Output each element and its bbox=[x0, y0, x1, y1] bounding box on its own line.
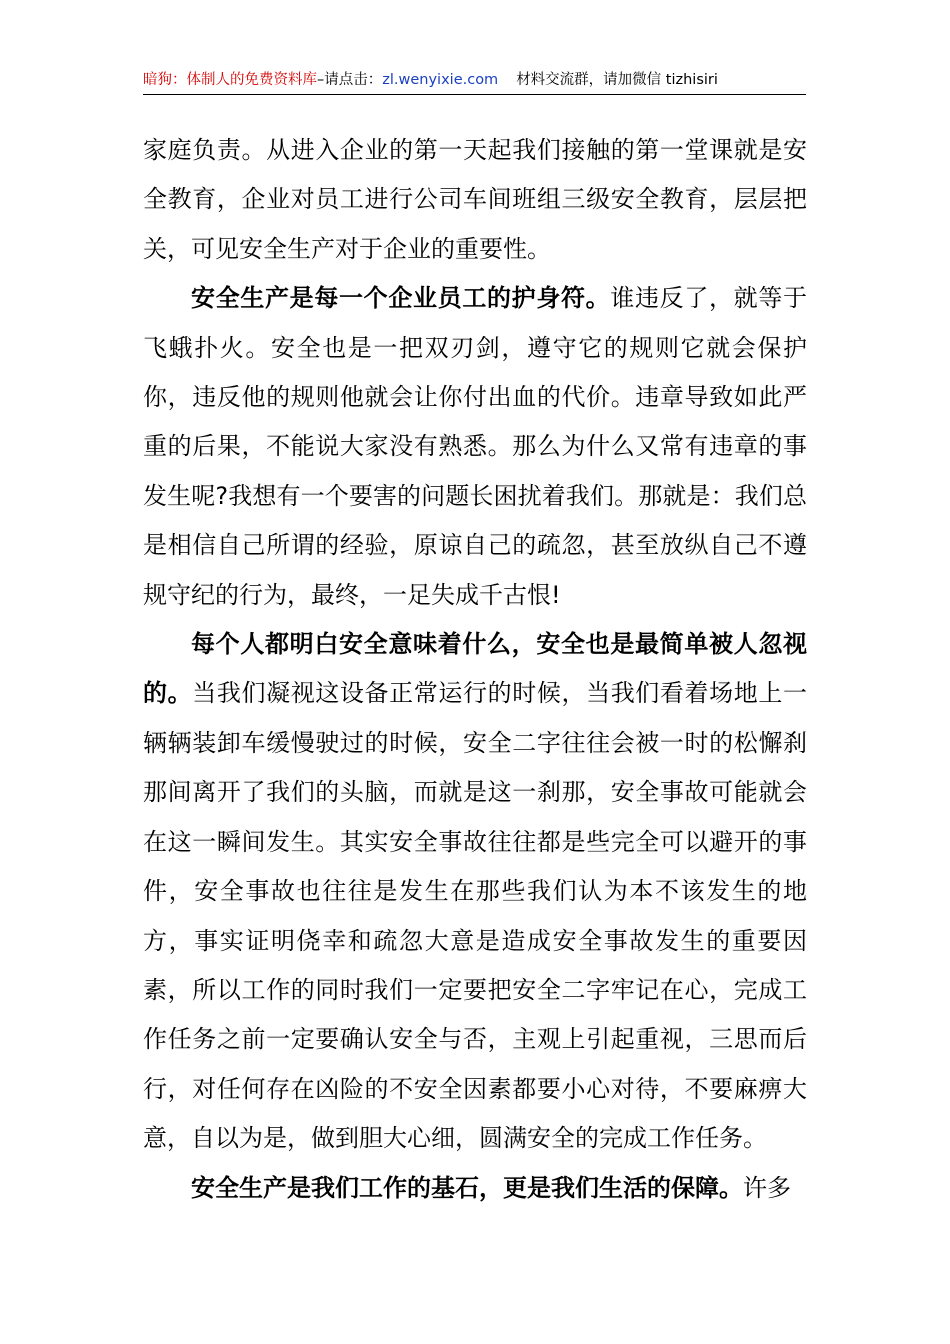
header-click-prompt: –请点击： bbox=[317, 72, 383, 88]
paragraph-3-text: 当我们凝视这设备正常运行的时候，当我们看着场地上一辆辆装卸车缓慢驶过的时候，安全二字往往会被一时的松懈刹那间离开了我们的头脑，而就是这一刹那，安全事故可能就会在这一瞬间发生。其实安全事故往往都是些完全可以避开的事件，安全事故也往往是发生在那些我们认为本不该发生的地方，事实证明侥幸和疏忽大意是造成安全事故发生的重要因素，所以工作的同时我们一定要把安全二字牢记在心，完成工作任务之前一定要确认安全与否，主观上引起重视，三思而后行，对任何存在凶险的不安全因素都要小心对待，不要麻痹大意，自以为是，做到胆大心细，圆满安全的完成工作任务。 bbox=[143, 679, 808, 1153]
paragraph-1: 家庭负责。从进入企业的第一天起我们接触的第一堂课就是安全教育，企业对员工进行公司车间班组三级安全教育，层层把关，可见安全生产对于企业的重要性。 bbox=[143, 136, 807, 263]
header-group-note: 材料交流群，请加微信 tizhisiri bbox=[516, 72, 718, 88]
page-header bbox=[143, 68, 806, 95]
paragraph-3 bbox=[143, 620, 807, 1163]
header-brand: 暗狗：体制人的免费资料库 bbox=[143, 72, 317, 88]
paragraph-2-lead: 安全生产是每一个企业员工的护身符。 bbox=[191, 284, 611, 313]
document-body bbox=[143, 126, 807, 1213]
header-url-link[interactable]: zl.wenyixie.com bbox=[382, 72, 499, 88]
paragraph-2 bbox=[143, 274, 807, 620]
paragraph-2-text: 谁违反了，就等于飞蛾扑火。安全也是一把双刃剑，遵守它的规则它就会保护你，违反他的规则他就会让你付出血的代价。违章导致如此严重的后果，不能说大家没有熟悉。那么为什么又常有违章的事发生呢?我想有一个要害的问题长困扰着我们。那就是：我们总是相信自己所谓的经验，原谅自己的疏忽，甚至放纵自己不遵规守纪的行为，最终，一足失成千古恨! bbox=[143, 284, 808, 609]
paragraph-4-lead: 安全生产是我们工作的基石，更是我们生活的保障。 bbox=[191, 1173, 743, 1202]
paragraph-3-lead: 每个人都明白安全意味着什么，安全也是最简单被人忽视的。 bbox=[143, 630, 807, 708]
paragraph-4-text: 许多 bbox=[743, 1173, 791, 1202]
paragraph-4 bbox=[143, 1164, 807, 1213]
